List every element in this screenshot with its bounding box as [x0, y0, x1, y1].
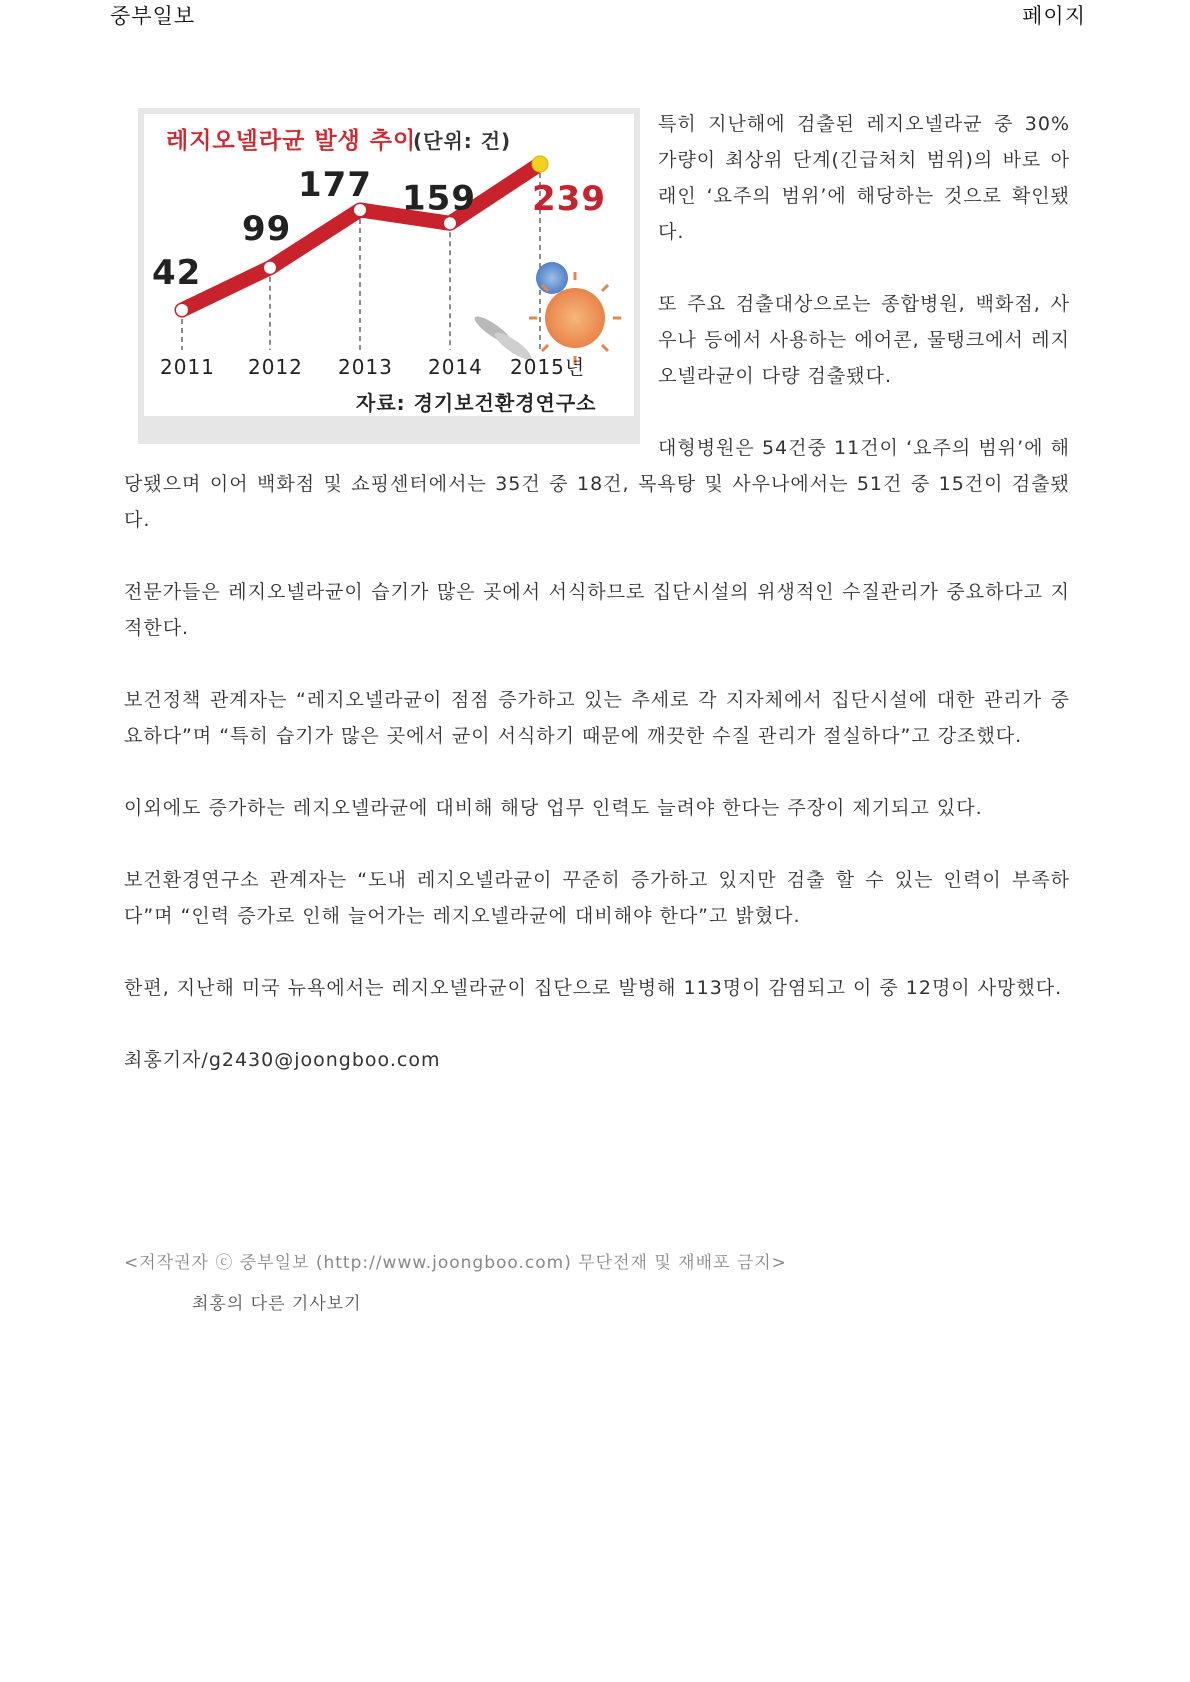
chart-title: 레지오넬라균 발생 추이	[166, 128, 417, 154]
value-label: 99	[242, 208, 292, 249]
copyright-notice: <저작권자 ⓒ 중부일보 (http://www.joongboo.com) 무단전재 및 재배포 금지>	[124, 1253, 787, 1273]
page-number: 페이지	[1022, 4, 1086, 28]
article-paragraph: 이외에도 증가하는 레지오넬라균에 대비해 해당 업무 인력도 늘려야 한다는 주장이 제기되고 있다.	[124, 797, 983, 819]
x-tick-label: 2015년	[510, 355, 586, 379]
article-paragraph: 보건환경연구소 관계자는 “도내 레지오넬라균이 꾸준히 증가하고 있지만 검출 할 수 있는 인력이 부족하다”며 “인력 증가로 인해 늘어가는 레지오넬라균에 대비해야 한다”고 밝혔다.	[124, 869, 1070, 927]
x-tick-label: 2014	[428, 355, 483, 379]
data-point	[532, 156, 548, 172]
publication-name: 중부일보	[110, 4, 196, 28]
chart-figure	[138, 108, 640, 444]
data-point	[176, 304, 188, 316]
article-paragraph: 또 주요 검출대상으로는 종합병원, 백화점, 사우나 등에서 사용하는 에어콘, 물탱크에서 레지오넬라균이 다량 검출됐다.	[658, 293, 1070, 387]
page-header	[0, 0, 1190, 30]
value-label: 159	[402, 178, 476, 219]
article-paragraph: 특히 지난해에 검출된 레지오넬라균 중 30% 가량이 최상위 단계(긴급처치 범위)의 바로 아래인 ‘요주의 범위’에 해당하는 것으로 확인됐다.	[658, 113, 1070, 243]
byline: 최홍기자/g2430@joongboo.com	[124, 1049, 441, 1071]
x-tick-label: 2012	[248, 355, 303, 379]
more-articles-link[interactable]: 최홍의 다른 기사보기	[192, 1294, 362, 1314]
chart-source: 자료: 경기보건환경연구소	[356, 391, 597, 415]
x-tick-label: 2013	[338, 355, 393, 379]
article-paragraph: 전문가들은 레지오넬라균이 습기가 많은 곳에서 서식하므로 집단시설의 위생적인 수질관리가 중요하다고 지적한다.	[124, 581, 1070, 639]
data-point	[444, 217, 456, 229]
data-point	[264, 262, 276, 274]
article-paragraph: 보건정책 관계자는 “레지오넬라균이 점점 증가하고 있는 추세로 각 지자체에서 집단시설에 대한 관리가 중요하다”며 “특히 습기가 많은 곳에서 균이 서식하기 때문에 깨끗한 수질 관리가 절실하다”고 강조했다.	[124, 689, 1070, 747]
value-label: 177	[298, 164, 372, 205]
article-paragraph: 대형병원은 54건중 11건이 ‘요주의 범위’에 해당됐으며 이어 백화점 및 쇼핑센터에서는 35건 중 18건, 목욕탕 및 사우나에서는 51건 중 15건이 검출됐다.	[124, 437, 1070, 531]
value-label: 239	[532, 179, 606, 219]
chart-unit-label: (단위: 건)	[413, 129, 512, 153]
data-point	[354, 204, 366, 216]
article-body	[124, 106, 1070, 1114]
x-tick-label: 2011	[160, 355, 215, 379]
value-label: 42	[152, 253, 202, 293]
line-chart	[138, 108, 640, 444]
article-paragraph: 한편, 지난해 미국 뉴욕에서는 레지오넬라균이 집단으로 발병해 113명이 감염되고 이 중 12명이 사망했다.	[124, 977, 1063, 999]
